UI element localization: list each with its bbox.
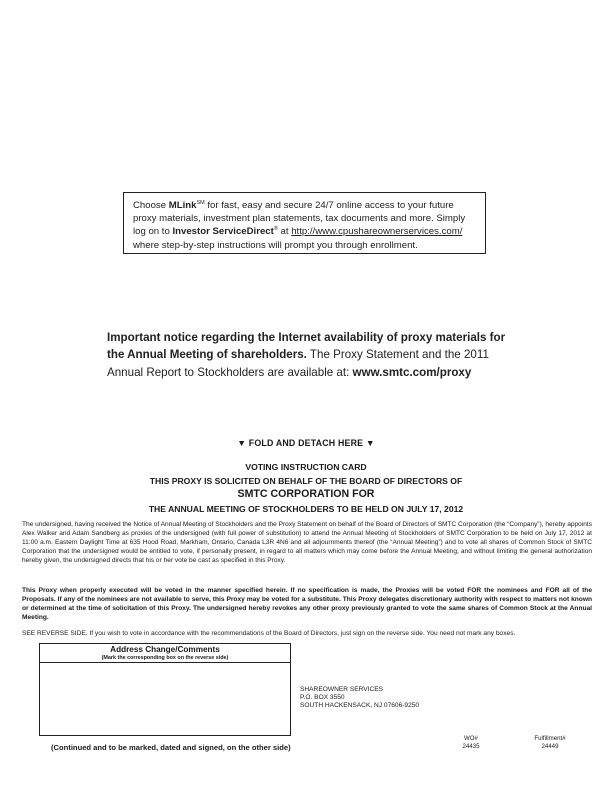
investor-service-direct: Investor ServiceDirect <box>172 226 274 238</box>
mlink-brand: MLink <box>168 200 197 211</box>
internet-availability-notice <box>107 329 507 381</box>
shareowner-address <box>300 686 419 711</box>
proxy-voting-paragraph: This Proxy when properly executed will be voted in the manner specified herein. If no specification is made, the Proxies will be voted FOR the nominees and FOR all of the Proposals. If any of the nominees are not available to serve, this Proxy may be voted for a substitute. This Proxy delegates discretionary authority with respect to matters not known or determined at the time of solicitation of this Proxy. The undersigned hereby revokes any other proxy previously granted to vote the same shares of Common Stock at the Annual Meeting. <box>22 587 592 621</box>
reverse-side-note: SEE REVERSE SIDE. If you wish to vote in accordance with the recommendations of the Board of Directors, just sign on the reverse side. You need not mark any boxes. <box>22 630 516 637</box>
mlink-at: at <box>277 226 292 238</box>
registered-mark: ® <box>273 226 278 233</box>
mlink-choose: Choose <box>133 200 169 211</box>
mlink-line4: where step-by-step instructions will prompt you through enrollment. <box>133 239 418 251</box>
address-change-box[interactable] <box>39 643 291 736</box>
fulfillment-value: 24449 <box>541 743 559 750</box>
fulfillment-label: Fulfillment# <box>534 735 566 742</box>
address-box-title: Address Change/Comments <box>110 645 220 654</box>
mlink-line1: for fast, easy and secure 24/7 online access to your future <box>204 200 454 211</box>
address-box-header <box>40 644 290 663</box>
mlink-line3-pre: log on to <box>133 226 173 238</box>
company-name: SMTC CORPORATION FOR <box>237 488 375 500</box>
proxy-solicited-line: THIS PROXY IS SOLICITED ON BEHALF OF THE BOARD OF DIRECTORS OF <box>149 476 463 486</box>
wo-value: 24435 <box>462 743 480 750</box>
wo-number <box>456 735 486 751</box>
fold-detach-label: ▼ FOLD AND DETACH HERE ▼ <box>237 438 375 448</box>
mlink-info-box <box>123 192 486 254</box>
mlink-brand-sup: SM <box>196 200 205 206</box>
fulfillment-number <box>528 735 572 751</box>
continued-note: (Continued and to be marked, dated and signed, on the other side) <box>51 743 291 752</box>
voting-card-title: VOTING INSTRUCTION CARD <box>245 462 367 472</box>
shareowner-line1: SHAREOWNER SERVICES <box>300 686 384 693</box>
proxy-url[interactable]: www.smtc.com/proxy <box>352 365 472 379</box>
meeting-line: THE ANNUAL MEETING OF STOCKHOLDERS TO BE HELD ON JULY 17, 2012 <box>148 504 464 514</box>
shareowner-line3: SOUTH HACKENSACK, NJ 07606-9250 <box>300 702 420 710</box>
shareowner-line2: P.O. BOX 3550 <box>300 694 345 702</box>
cpushareowner-link[interactable]: http://www.cpushareownerservices.com/ <box>291 226 463 238</box>
wo-label: WO# <box>464 735 478 742</box>
proxy-appointment-paragraph: The undersigned, having received the Notice of Annual Meeting of Stockholders and the Proxy Statement on behalf of the Board of Directors of SMTC Corporation (the “Company”), hereby appoints Alex Walker and Adam Sandberg as proxies of the undersigned (with full power of substitution) to attend the Annual Meeting of Stockholders of SMTC Corporation to be held on July 17, 2012 at 11:00 a.m. Eastern Daylight Time at 635 Hood Road, Markham, Ontario, Canada L3R 4N6 and all adjournments thereof (the “Annual Meeting”) and to vote all shares of Common Stock of SMTC Corporation that the undersigned would be entitled to vote, if personally present, in regard to all matters which may come before the Annual Meeting, and without limiting the general authorization hereby given, the undersigned directs that his or her vote be cast as specified in this Proxy. <box>22 521 592 564</box>
notice-text: The Proxy Statement and the 2011 Annual Report to Stockholders are available at: <box>107 348 489 379</box>
address-box-subtitle: (Mark the corresponding box on the reverse side) <box>101 655 229 661</box>
mlink-line2: proxy materials, investment plan statements, tax documents and more. Simply <box>133 213 466 225</box>
notice-bold: Important notice regarding the Internet availability of proxy materials for the Annual Meeting of shareholders. <box>107 331 506 362</box>
